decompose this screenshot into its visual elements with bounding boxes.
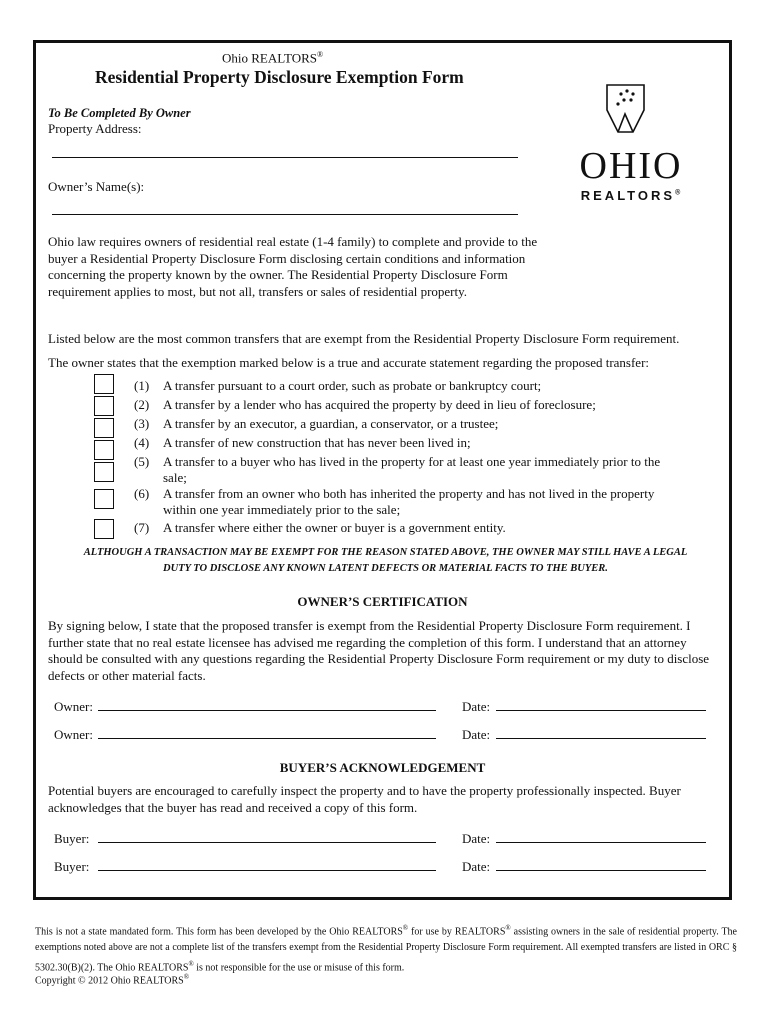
exemption-item: (2) A transfer by a lender who has acquired the property by deed in lieu of foreclosure; <box>134 397 596 412</box>
property-address-label: Property Address: <box>48 121 142 136</box>
warning-line: ALTHOUGH A TRANSACTION MAY BE EXEMPT FOR THE REASON STATED ABOVE, THE OWNER MAY STILL HAVE A LEGAL <box>83 547 688 558</box>
date-label: Date: <box>462 699 491 714</box>
owner-date-field[interactable] <box>496 710 706 711</box>
exemption-item: (7) A transfer where either the owner or buyer is a government entity. <box>134 520 506 535</box>
exemption-checkbox-7[interactable] <box>94 519 114 539</box>
owner-signature-field[interactable] <box>98 738 436 739</box>
listed-below-text: Listed below are the most common transfers that are exempt from the Residential Property Disclosure Form requirement. <box>48 331 680 346</box>
date-label: Date: <box>462 859 491 874</box>
buyer-date-field[interactable] <box>496 842 706 843</box>
completed-by-owner-note: To Be Completed By Owner <box>48 106 191 120</box>
exemption-item: (5) A transfer to a buyer who has lived in the property for at least one year immediately prior to the sale; <box>134 454 661 485</box>
owner-certification-heading: OWNER’S CERTIFICATION <box>297 594 468 609</box>
exemption-checkbox-4[interactable] <box>94 440 114 460</box>
owner-signature-field[interactable] <box>98 710 436 711</box>
form-title: Residential Property Disclosure Exemption Form <box>95 67 464 87</box>
copyright-notice: Copyright © 2012 Ohio REALTORS® <box>35 973 190 987</box>
buyer-acknowledgement-heading: BUYER’S ACKNOWLEDGEMENT <box>279 760 486 775</box>
footer-disclaimer: This is not a state mandated form. This form has been developed by the Ohio REALTORS® for use by REALTORS® assisting owners in the sale of residential property. The exemptions noted above are not a complete list of the transfers exempt from the Residential Property Disclosure Form requirement. All exempted transfers are listed in ORC § 5302.30(B)(2). The Ohio REALTORS® is not responsible for the use or misuse of this form. <box>35 924 737 974</box>
owner-states-text: The owner states that the exemption marked below is a true and accurate statement regarding the proposed transfer: <box>48 355 650 370</box>
legal-duty-warning <box>48 545 723 577</box>
exemption-checkbox-6[interactable] <box>94 489 114 509</box>
date-label: Date: <box>462 727 491 742</box>
buyer-date-field[interactable] <box>496 870 706 871</box>
owners-name-label: Owner’s Name(s): <box>48 179 145 194</box>
owner-date-field[interactable] <box>496 738 706 739</box>
date-label: Date: <box>462 831 491 846</box>
buyer-label: Buyer: <box>54 859 90 874</box>
logo-ohio-word: OHIO <box>579 145 683 187</box>
property-address-field[interactable] <box>52 157 518 158</box>
owner-certification-text: By signing below, I state that the proposed transfer is exempt from the Residential Property Disclosure Form requirement. I further state that no real estate licensee has advised me regarding the completion of this form. I understand that an attorney should be consulted with any questions regarding the Residential Property Disclosure Form requirement or my duty to disclose defects or other material facts. <box>48 618 710 683</box>
buyer-label: Buyer: <box>54 831 90 846</box>
buyer-signature-field[interactable] <box>98 842 436 843</box>
exemption-item: (1) A transfer pursuant to a court order, such as probate or bankruptcy court; <box>134 378 542 393</box>
exemption-checkbox-5[interactable] <box>94 462 114 482</box>
exemption-item: (3) A transfer by an executor, a guardian, a conservator, or a trustee; <box>134 416 499 431</box>
logo-realtors-word: REALTORS® <box>580 188 684 203</box>
exemption-checkbox-2[interactable] <box>94 396 114 416</box>
owner-label: Owner: <box>54 727 93 742</box>
exemption-checkbox-1[interactable] <box>94 374 114 394</box>
warning-line: DUTY TO DISCLOSE ANY KNOWN LATENT DEFECTS OR MATERIAL FACTS TO THE BUYER. <box>163 563 608 574</box>
exemption-item: (6) A transfer from an owner who both has inherited the property and has not lived in the property within one year immediately prior to the sale; <box>134 486 655 517</box>
owners-name-field[interactable] <box>52 214 518 215</box>
buyer-acknowledgement-text: Potential buyers are encouraged to carefully inspect the property and to have the property professionally inspected. Buyer acknowledges that the buyer has read and received a copy of this form. <box>48 783 681 815</box>
intro-paragraph: Ohio law requires owners of residential real estate (1-4 family) to complete and provide to the buyer a Residential Property Disclosure Form disclosing certain conditions and information concerning the property known by the owner. The Residential Property Disclosure Form requirement applies to most, but not all, transfers or sales of residential property. <box>48 234 538 299</box>
owner-label: Owner: <box>54 699 93 714</box>
association-name: Ohio REALTORS® <box>222 50 324 66</box>
exemption-checkbox-3[interactable] <box>94 418 114 438</box>
buyer-signature-field[interactable] <box>98 870 436 871</box>
exemption-item: (4) A transfer of new construction that has never been lived in; <box>134 435 471 450</box>
